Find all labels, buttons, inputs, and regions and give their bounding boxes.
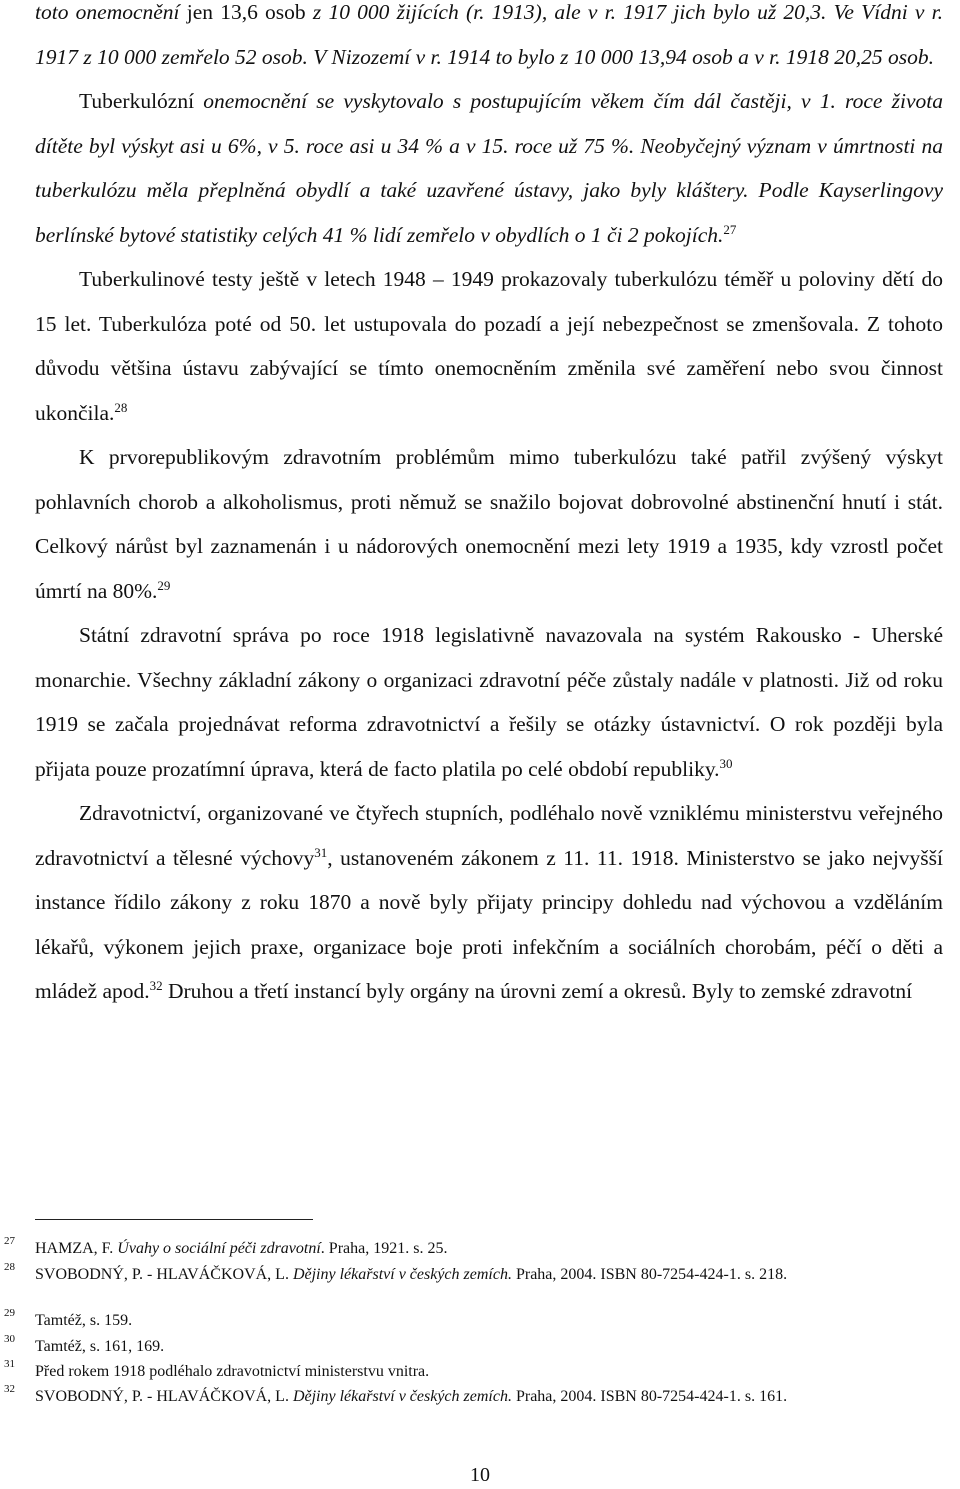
footnote-italic: Dějiny lékařství v českých zemích. bbox=[292, 1266, 512, 1283]
footnote-number: 29 bbox=[4, 1307, 15, 1319]
footnote-text-a: HAMZA, F. bbox=[35, 1240, 118, 1257]
footnote-number: 30 bbox=[4, 1333, 15, 1345]
footnote-ref-29[interactable]: 29 bbox=[157, 577, 171, 593]
p1-italic-a: toto onemocnění bbox=[35, 0, 180, 24]
footnote-text bbox=[35, 1387, 960, 1406]
footnote-text bbox=[35, 1265, 960, 1284]
footnote-text-a: Tamtéž, s. 161, 169. bbox=[35, 1338, 165, 1355]
p1-text-a: jen 13,6 osob bbox=[179, 0, 313, 24]
footnote-text bbox=[35, 1239, 960, 1258]
paragraph-1 bbox=[35, 0, 943, 79]
p4-text: K prvorepublikovým zdravotním problémům mimo tuberkulózu také patřil zvýšený výskyt pohlavních chorob a alkoholismus, proti němuž se snažilo bojovat dobrovolné abstinenční hnutí i stát. Celkový nárůst byl zaznamenán i u nádorových onemocnění mezi lety 1919 a 1935, kdy vzrostl počet úmrtí na 80%. bbox=[35, 445, 943, 603]
footnote-text-b: . Praha, 1921. s. 25. bbox=[320, 1240, 448, 1257]
footnote-ref-31[interactable]: 31 bbox=[314, 844, 328, 860]
paragraph-4 bbox=[35, 435, 943, 613]
footnote-ref-28[interactable]: 28 bbox=[114, 399, 128, 415]
footnote-ref-27[interactable]: 27 bbox=[723, 221, 737, 237]
p6-text-a: Zdravotnictví, organizované ve čtyřech stupních, podléhalo nově vzniklému ministerstvu veřejného zdravotnictví a tělesné výchovy bbox=[35, 801, 943, 870]
footnote-text-b: Praha, 2004. ISBN 80-7254-424-1. s. 218. bbox=[511, 1266, 788, 1283]
footnote-text-a: Tamtéž, s. 159. bbox=[35, 1312, 133, 1329]
footnote-italic: Dějiny lékařství v českých zemích. bbox=[292, 1388, 512, 1405]
p3-text: Tuberkulinové testy ještě v letech 1948 – 1949 prokazovaly tuberkulózu téměř u poloviny dětí do 15 let. Tuberkulóza poté od 50. let ustupovala do pozadí a její nebezpečnost se zmenšovala. Z tohoto důvodu většina ústavu zabývající se tímto onemocněním změnila své zaměření nebo svou činnost ukončila. bbox=[35, 267, 943, 425]
paragraph-6 bbox=[35, 791, 943, 1014]
footnote-ref-32[interactable]: 32 bbox=[149, 977, 163, 993]
footnote-text-a: Před rokem 1918 podléhalo zdravotnictví ministerstvu vnitra. bbox=[35, 1363, 430, 1380]
footnote-number: 31 bbox=[4, 1358, 15, 1370]
footnote-number: 32 bbox=[4, 1383, 15, 1395]
p6-text-c: Druhou a třetí instancí byly orgány na úrovni zemí a okresů. Byly to zemské zdravotní bbox=[162, 979, 913, 1003]
footnote-text-a: SVOBODNÝ, P. - HLAVÁČKOVÁ, L. bbox=[35, 1266, 293, 1283]
footnote-text bbox=[35, 1311, 960, 1330]
page-number: 10 bbox=[470, 1464, 490, 1486]
p6-text-b: , ustanoveném zákonem z 11. 11. 1918. Ministerstvo se jako nejvyšší instance řídilo zákony z roku 1870 a nově byly přijaty principy dohledu nad výchovou a vzděláním lékařů, výkonem jejich praxe, organizace boje proti infekčním a sociálních chorobám, péčí o děti a mládež apod. bbox=[35, 845, 943, 1003]
footnote-text-b: Praha, 2004. ISBN 80-7254-424-1. s. 161. bbox=[511, 1388, 788, 1405]
p1-italic-b: z 10 000 žijících bbox=[312, 0, 459, 24]
footnote-number: 27 bbox=[4, 1235, 15, 1247]
p2-italic-a: onemocnění se vyskytovalo s postupujícím věkem čím dál častěji, v 1. roce života dítěte byl výskyt asi u 6%, v 5. roce asi u 34 % a v 15. roce už 75 %. Neobyčejný význam v úmrtnosti na tuberkulózu měla přeplněná obydlí a také uzavřené ústavy, jako byly kláštery. Podle Kayserlingovy berlínské bytové statistiky celých 41 % lidí zemřelo v obydlích o 1 či 2 pokojích. bbox=[35, 89, 943, 247]
footnote-text bbox=[35, 1337, 960, 1356]
footnote-text-a: SVOBODNÝ, P. - HLAVÁČKOVÁ, L. bbox=[35, 1388, 293, 1405]
p5-text: Státní zdravotní správa po roce 1918 legislativně navazovala na systém Rakousko - Uherské monarchie. Všechny základní zákony o organizaci zdravotní péče zůstaly nadále v platnosti. Již od roku 1919 se začala projednávat reforma zdravotnictví a řešily se otázky ústavnictví. O rok později byla přijata pouze prozatímní úprava, která de facto platila po celé období republiky. bbox=[35, 623, 943, 781]
paragraph-2 bbox=[35, 79, 943, 257]
paragraph-5 bbox=[35, 613, 943, 791]
footnote-separator bbox=[35, 1219, 313, 1220]
footnote-text bbox=[35, 1362, 960, 1381]
paragraph-3 bbox=[35, 257, 943, 435]
footnote-ref-30[interactable]: 30 bbox=[719, 755, 733, 771]
body-text bbox=[35, 0, 943, 1014]
p1-text-b: (r. 1913), ale v r. 1917 jich bylo už 20,3. Ve Vídni v r. 1917 z 10 000 zemřelo 52 osob. V Nizozemí v r. 1914 to bylo z 10 000 13,94 osob a v r. 1918 20,25 osob. bbox=[35, 0, 944, 69]
footnote-number: 28 bbox=[4, 1261, 15, 1273]
footnote-italic: Úvahy o sociální péči zdravotní bbox=[117, 1240, 321, 1257]
p2-text-a: Tuberkulózní bbox=[79, 89, 204, 113]
